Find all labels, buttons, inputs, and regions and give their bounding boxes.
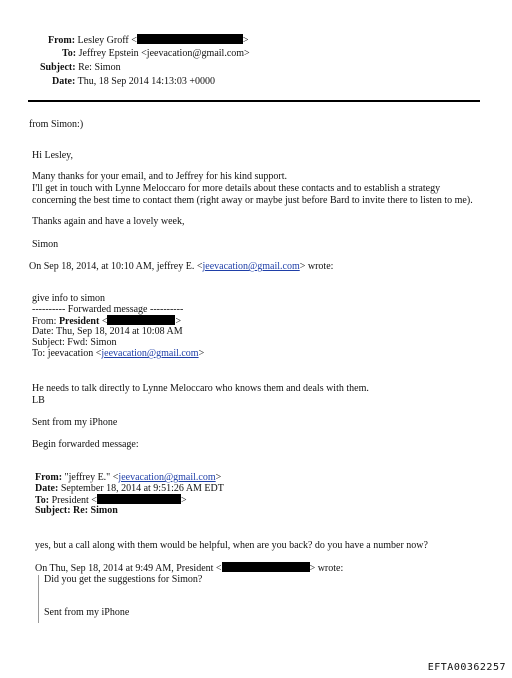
header-from-tail: > (242, 35, 249, 46)
president-msg-line1: He needs to talk directly to Lynne Meloccaro who knows them and deals with them. (32, 383, 369, 394)
header-date-label: Date: (52, 76, 76, 87)
header-from-label: From: (48, 35, 76, 46)
fwd-from-open: < (99, 316, 108, 327)
president-msg-line2: LB (32, 395, 45, 406)
fwd2-subject-row: Subject: Re: Simon (35, 505, 118, 516)
header-to-row (62, 48, 250, 60)
fwd2-to-value: President < (49, 495, 97, 506)
thanks-line: Thanks again and have a lovely week, (32, 216, 185, 227)
fwd-to-pre: To: jeevacation < (32, 348, 102, 359)
fwd2-date-label: Date: (35, 483, 59, 494)
jeffrey-reply-text: yes, but a call along with them would be helpful, when are you back? do you have a number now? (35, 540, 428, 551)
header-date-value: Thu, 18 Sep 2014 14:13:03 +0000 (77, 76, 215, 87)
fwd2-to-close: > (180, 495, 187, 506)
header-subject-row (40, 62, 121, 74)
header-divider (28, 100, 480, 102)
header-date-row (52, 76, 215, 88)
begin-forwarded: Begin forwarded message: (32, 439, 139, 450)
from-simon-line: from Simon:) (29, 119, 84, 130)
give-info-line: give info to simon (32, 293, 106, 304)
redaction-bar (97, 494, 181, 504)
fwd-to-email-link[interactable]: jeevacation@gmail.com (101, 348, 199, 359)
fwd-date-line: Date: Thu, Sep 18, 2014 at 10:08 AM (32, 326, 183, 337)
header-subject-label: Subject: (40, 62, 76, 73)
signoff: Simon (32, 239, 59, 250)
fwd-to-row (32, 348, 204, 360)
fwd-from-label: From: (32, 316, 57, 327)
president-sent-from-2: Sent from my iPhone (44, 607, 130, 618)
fwd2-from-post: > (215, 472, 222, 483)
fwd-from-name: President (58, 316, 100, 327)
header-to-label: To: (62, 48, 77, 59)
quote-bar (38, 575, 39, 623)
fwd2-to-label: To: (35, 495, 50, 506)
redaction-bar (107, 315, 175, 325)
fwd2-from-email-link[interactable]: jeevacation@gmail.com (118, 472, 216, 483)
header-from-name: Lesley Groff < (77, 35, 137, 46)
redaction-bar (137, 34, 243, 44)
quote1-intro-post: > wrote: (299, 261, 334, 272)
president-intro-pre: On Thu, Sep 18, 2014 at 9:49 AM, President < (35, 563, 222, 574)
para1-line2: I'll get in touch with Lynne Meloccaro for more details about these contacts and to establish a strategy (32, 183, 441, 194)
fwd2-from-pre: "jeffrey E." < (62, 472, 119, 483)
president-sent-from: Sent from my iPhone (32, 417, 118, 428)
fwd2-from-label: From: (35, 472, 63, 483)
president-question: Did you get the suggestions for Simon? (44, 574, 203, 585)
header-to-value: Jeffrey Epstein <jeevacation@gmail.com> (78, 48, 250, 59)
para1-line1: Many thanks for your email, and to Jeffrey for his kind support. (32, 171, 288, 182)
header-subject-value: Re: Simon (78, 62, 121, 73)
header-from-row (48, 34, 249, 47)
fwd-to-post: > (198, 348, 205, 359)
fwd2-date-value: September 18, 2014 at 9:51:26 AM EDT (58, 483, 224, 494)
redaction-bar (222, 562, 310, 572)
president-intro-post: > wrote: (309, 563, 344, 574)
quote1-email-link[interactable]: jeevacation@gmail.com (202, 261, 300, 272)
fwd-from-close: > (175, 316, 182, 327)
quote1-intro-pre: On Sep 18, 2014, at 10:10 AM, jeffrey E. < (29, 261, 203, 272)
para1-line3: concerning the best time to contact them (right away or maybe just before Bard to invite there to listen to me). (32, 195, 473, 206)
quote1-intro (29, 261, 333, 273)
forwarded-separator: ---------- Forwarded message ---------- (32, 304, 184, 315)
fwd-subject-line: Subject: Fwd: Simon (32, 337, 117, 348)
greeting: Hi Lesley, (32, 150, 74, 161)
document-id: EFTA00362257 (427, 662, 506, 673)
